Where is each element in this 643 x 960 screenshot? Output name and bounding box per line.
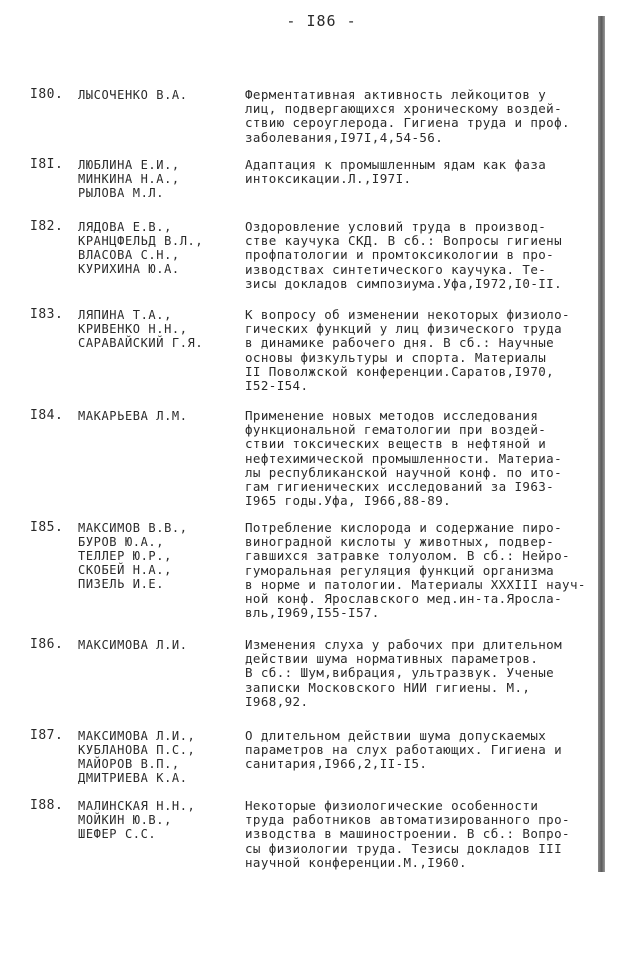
citation-line: записки Московского НИИ гигиены. М., xyxy=(245,679,531,695)
entry-authors xyxy=(78,88,238,102)
citation-line: в динамике рабочего дня. В сб.: Научные xyxy=(245,335,555,351)
citation-line: гуморальная регуляция функций организма xyxy=(245,562,555,578)
author-name: ЛЫСОЧЕНКО В.А. xyxy=(78,88,188,102)
author-name: ПИЗЕЛЬ И.Е. xyxy=(78,577,165,591)
citation-line: I968,92. xyxy=(245,693,309,709)
entry-authors xyxy=(78,158,238,200)
author-name: КРАНЦФЕЛЬД В.Л., xyxy=(78,234,204,248)
citation-line: заболевания,I97I,4,54-56. xyxy=(245,129,444,145)
citation-line: Некоторые физиологические особенности xyxy=(245,798,539,813)
citation-line: гических функций у лиц физического труда xyxy=(245,321,563,337)
author-name: БУРОВ Ю.А., xyxy=(78,535,165,549)
entry-number: I84. xyxy=(30,408,64,423)
citation-line: функциональной гематологии при воздей- xyxy=(245,422,547,438)
citation-line: II Поволжской конференции.Саратов,I970, xyxy=(245,363,555,379)
citation-line: В сб.: Шум,вибрация, ультразвук. Ученые xyxy=(245,665,555,681)
entry-number: I80. xyxy=(30,87,64,102)
citation-line: зисы докладов симпозиума.Уфа,I972,I0-II. xyxy=(245,275,563,291)
entry-authors xyxy=(78,729,238,785)
author-name: МИНКИНА Н.А., xyxy=(78,172,180,186)
citation-line: в норме и патологии. Материалы XXXIII науч- xyxy=(245,576,586,592)
citation-line: труда работников автоматизированного про- xyxy=(245,812,570,828)
author-name: ШЕФЕР С.С. xyxy=(78,827,157,841)
author-name: МАКСИМОВА Л.И., xyxy=(78,729,196,743)
author-name: КРИВЕНКО Н.Н., xyxy=(78,322,188,336)
entry-number: I83. xyxy=(30,307,64,322)
entry-number: I85. xyxy=(30,520,64,535)
author-name: ДМИТРИЕВА К.А. xyxy=(78,771,188,785)
author-name: МАКСИМОВА Л.И. xyxy=(78,638,188,652)
author-name: МАКСИМОВ В.В., xyxy=(78,521,188,535)
citation-line: изводства в машиностроении. В сб.: Вопро- xyxy=(245,826,570,842)
citation-line: параметров на слух работающих. Гигиена и xyxy=(245,742,563,758)
citation-line: К вопросу об изменении некоторых физиоло- xyxy=(245,307,570,322)
entry-citation xyxy=(245,158,600,186)
citation-line: ствии токсических веществ в нефтяной и xyxy=(245,436,547,452)
citation-line: нефтехимической промышленности. Материа- xyxy=(245,450,563,466)
entry-number: I87. xyxy=(30,728,64,743)
author-name: КУБЛАНОВА П.С., xyxy=(78,743,196,757)
entry-authors xyxy=(78,409,238,423)
citation-line: Оздоровление условий труда в производ- xyxy=(245,219,547,234)
citation-line: сы физиологии труда. Тезисы докладов III xyxy=(245,840,563,856)
citation-line: О длительном действии шума допускаемых xyxy=(245,728,547,743)
author-name: ВЛАСОВА С.Н., xyxy=(78,248,180,262)
author-name: ЛЯДОВА Е.В., xyxy=(78,220,172,234)
citation-line: профпатологии и промтоксикологии в про- xyxy=(245,247,555,263)
citation-line: лы республиканской научной конф. по ито- xyxy=(245,464,563,480)
entry-citation xyxy=(245,729,600,772)
page-number: - I86 - xyxy=(286,12,357,30)
entry-number: I86. xyxy=(30,637,64,652)
citation-line: гавшихся затравке толуолом. В сб.: Нейро- xyxy=(245,548,570,564)
entry-number: I88. xyxy=(30,798,64,813)
citation-line: действии шума нормативных параметров. xyxy=(245,651,539,667)
author-name: КУРИХИНА Ю.А. xyxy=(78,262,180,276)
author-name: РЫЛОВА М.Л. xyxy=(78,186,165,200)
citation-line: санитария,I966,2,II-I5. xyxy=(245,756,428,772)
author-name: МАКАРЬЕВА Л.М. xyxy=(78,409,188,423)
author-name: МОЙКИН Ю.В., xyxy=(78,813,172,827)
entry-citation xyxy=(245,88,600,145)
entry-number: I82. xyxy=(30,219,64,234)
author-name: ЛЮБЛИНА Е.И., xyxy=(78,158,180,172)
citation-line: вль,I969,I55-I57. xyxy=(245,605,380,621)
entry-authors xyxy=(78,308,238,350)
citation-line: гам гигиенических исследований за I963- xyxy=(245,479,555,495)
citation-line: ствию сероуглерода. Гигиена труда и проф. xyxy=(245,115,570,131)
entry-authors xyxy=(78,799,238,841)
entry-citation xyxy=(245,521,600,620)
citation-line: Потребление кислорода и содержание пиро- xyxy=(245,520,563,535)
citation-line: виноградной кислоты у животных, подвер- xyxy=(245,534,555,550)
author-name: МАЙОРОВ В.П., xyxy=(78,757,180,771)
entry-authors xyxy=(78,638,238,652)
citation-line: Адаптация к промышленным ядам как фаза xyxy=(245,157,547,172)
entry-citation xyxy=(245,799,600,870)
citation-line: Ферментативная активность лейкоцитов у xyxy=(245,87,547,102)
entry-citation xyxy=(245,220,600,291)
entry-citation xyxy=(245,409,600,508)
citation-line: интоксикации.Л.,I97I. xyxy=(245,171,412,187)
entry-number: I8I. xyxy=(30,157,64,172)
citation-line: основы физкультуры и спорта. Материалы xyxy=(245,349,547,365)
author-name: САРАВАЙСКИЙ Г.Я. xyxy=(78,336,204,350)
author-name: СКОБЕЙ Н.А., xyxy=(78,563,172,577)
entry-citation xyxy=(245,308,600,393)
citation-line: изводствах синтетического каучука. Те- xyxy=(245,261,547,277)
citation-line: I52-I54. xyxy=(245,378,309,394)
citation-line: ной конф. Ярославского мед.ин-та.Яросла- xyxy=(245,591,563,607)
entry-authors xyxy=(78,220,238,276)
entry-citation xyxy=(245,638,600,709)
citation-line: Изменения слуха у рабочих при длительном xyxy=(245,637,563,652)
citation-line: I965 годы.Уфа, I966,88-89. xyxy=(245,493,452,509)
author-name: ЛЯПИНА Т.А., xyxy=(78,308,172,322)
citation-line: научной конференции.М.,I960. xyxy=(245,854,467,870)
author-name: МАЛИНСКАЯ Н.Н., xyxy=(78,799,196,813)
entry-authors xyxy=(78,521,238,591)
citation-line: Применение новых методов исследования xyxy=(245,408,539,423)
citation-line: стве каучука СКД. В сб.: Вопросы гигиены xyxy=(245,233,563,249)
citation-line: лиц, подвергающихся хроническому воздей- xyxy=(245,101,563,117)
author-name: ТЕЛЛЕР Ю.Р., xyxy=(78,549,172,563)
